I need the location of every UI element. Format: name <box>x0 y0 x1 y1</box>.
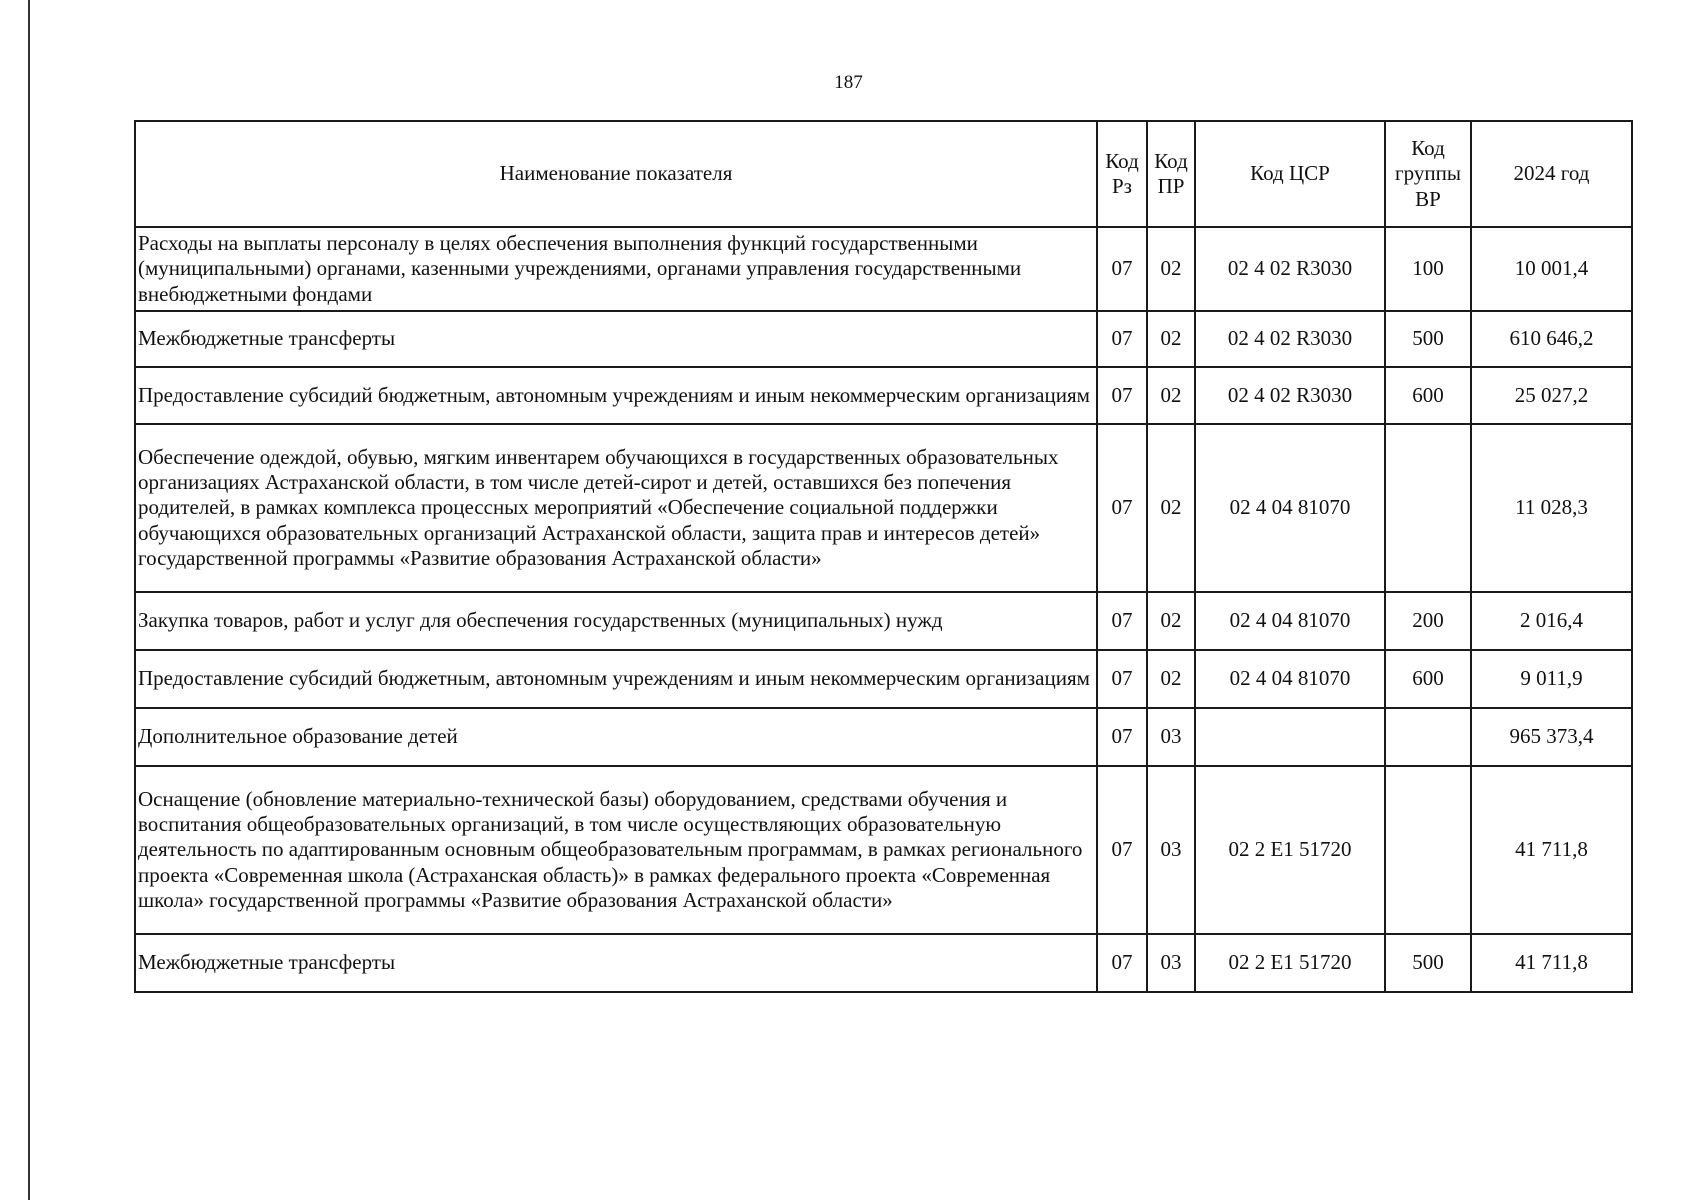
table-header-row <box>135 121 1632 227</box>
row-name: Межбюджетные трансферты <box>135 311 1097 367</box>
row-amount: 9 011,9 <box>1471 650 1632 708</box>
table-row <box>135 367 1632 424</box>
row-vr: 100 <box>1385 227 1471 311</box>
row-name: Оснащение (обновление материально-технической базы) оборудованием, средствами обучения и воспитания общеобразовательных организаций, в том числе осуществляющих образовательную деятельность по адаптированным основным общеобразовательным программам, в рамках регионального проекта «Современная школа (Астраханская область)» в рамках федерального проекта «Современная школа» государственной программы «Развитие образования Астраханской области» <box>135 766 1097 934</box>
header-rz: Код Рз <box>1097 121 1147 227</box>
row-name: Дополнительное образование детей <box>135 708 1097 766</box>
row-pr: 02 <box>1147 650 1195 708</box>
row-rz: 07 <box>1097 424 1147 592</box>
row-name: Закупка товаров, работ и услуг для обеспечения государственных (муниципальных) нужд <box>135 592 1097 650</box>
row-vr: 600 <box>1385 367 1471 424</box>
row-pr: 02 <box>1147 311 1195 367</box>
row-csr: 02 4 02 R3030 <box>1195 227 1385 311</box>
row-pr: 02 <box>1147 227 1195 311</box>
row-csr: 02 4 02 R3030 <box>1195 311 1385 367</box>
row-vr: 500 <box>1385 311 1471 367</box>
header-year: 2024 год <box>1471 121 1632 227</box>
row-csr: 02 2 E1 51720 <box>1195 934 1385 992</box>
row-rz: 07 <box>1097 592 1147 650</box>
row-name: Предоставление субсидий бюджетным, автономным учреждениям и иным некоммерческим организациям <box>135 367 1097 424</box>
row-vr: 500 <box>1385 934 1471 992</box>
row-pr: 03 <box>1147 934 1195 992</box>
row-rz: 07 <box>1097 766 1147 934</box>
row-name: Расходы на выплаты персоналу в целях обеспечения выполнения функций государственными (муниципальными) органами, казенными учреждениями, органами управления государственными внебюджетными фондами <box>135 227 1097 311</box>
row-name: Предоставление субсидий бюджетным, автономным учреждениям и иным некоммерческим организациям <box>135 650 1097 708</box>
row-vr: 200 <box>1385 592 1471 650</box>
table-row <box>135 592 1632 650</box>
header-name: Наименование показателя <box>135 121 1097 227</box>
row-vr <box>1385 708 1471 766</box>
row-csr <box>1195 708 1385 766</box>
budget-table <box>134 120 1633 993</box>
row-csr: 02 4 02 R3030 <box>1195 367 1385 424</box>
row-rz: 07 <box>1097 708 1147 766</box>
row-amount: 2 016,4 <box>1471 592 1632 650</box>
table-row <box>135 227 1632 311</box>
row-pr: 02 <box>1147 367 1195 424</box>
row-rz: 07 <box>1097 367 1147 424</box>
row-amount: 41 711,8 <box>1471 766 1632 934</box>
row-pr: 02 <box>1147 592 1195 650</box>
table-row <box>135 766 1632 934</box>
row-amount: 965 373,4 <box>1471 708 1632 766</box>
row-amount: 610 646,2 <box>1471 311 1632 367</box>
row-pr: 03 <box>1147 766 1195 934</box>
table-row <box>135 311 1632 367</box>
table-row <box>135 708 1632 766</box>
row-rz: 07 <box>1097 311 1147 367</box>
row-amount: 25 027,2 <box>1471 367 1632 424</box>
row-rz: 07 <box>1097 934 1147 992</box>
row-csr: 02 2 E1 51720 <box>1195 766 1385 934</box>
row-name: Обеспечение одеждой, обувью, мягким инвентарем обучающихся в государственных образовательных организациях Астраханской области, в том числе детей-сирот и детей, оставшихся без попечения родителей, в рамках комплекса процессных мероприятий «Обеспечение социальной поддержки обучающихся образовательных организаций Астраханской области, защита прав и интересов детей» государственной программы «Развитие образования Астраханской области» <box>135 424 1097 592</box>
page-number: 187 <box>834 72 863 93</box>
header-vr: Код группы ВР <box>1385 121 1471 227</box>
row-amount: 41 711,8 <box>1471 934 1632 992</box>
row-rz: 07 <box>1097 650 1147 708</box>
table-row <box>135 424 1632 592</box>
row-amount: 11 028,3 <box>1471 424 1632 592</box>
row-vr: 600 <box>1385 650 1471 708</box>
row-pr: 02 <box>1147 424 1195 592</box>
row-rz: 07 <box>1097 227 1147 311</box>
table-row <box>135 934 1632 992</box>
row-vr <box>1385 424 1471 592</box>
row-csr: 02 4 04 81070 <box>1195 650 1385 708</box>
row-amount: 10 001,4 <box>1471 227 1632 311</box>
row-vr <box>1385 766 1471 934</box>
row-pr: 03 <box>1147 708 1195 766</box>
header-pr: Код ПР <box>1147 121 1195 227</box>
header-csr: Код ЦСР <box>1195 121 1385 227</box>
row-csr: 02 4 04 81070 <box>1195 592 1385 650</box>
row-name: Межбюджетные трансферты <box>135 934 1097 992</box>
row-csr: 02 4 04 81070 <box>1195 424 1385 592</box>
scan-edge-line <box>28 0 30 1200</box>
table-row <box>135 650 1632 708</box>
